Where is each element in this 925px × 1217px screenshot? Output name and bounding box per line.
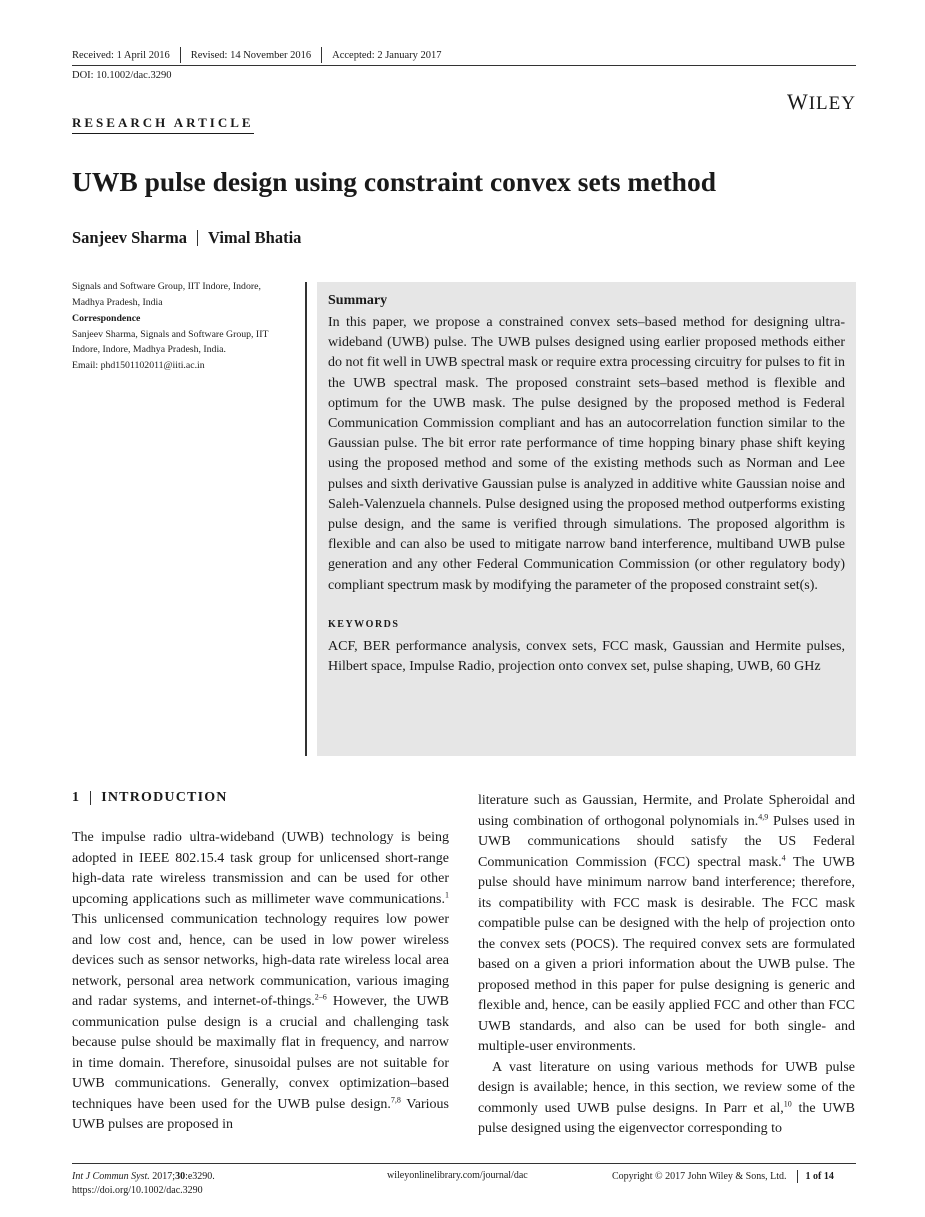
doi[interactable]: DOI: 10.1002/dac.3290 xyxy=(72,70,172,81)
article-type: RESEARCH ARTICLE xyxy=(72,115,254,134)
accepted-date: Accepted: 2 January 2017 xyxy=(332,49,442,61)
footer-citation: Int J Commun Syst. 2017;30:e3290. https://doi.org/10.1002/dac.3290 xyxy=(72,1171,215,1196)
correspondence-line: Indore, Indore, Madhya Pradesh, India. xyxy=(72,344,226,355)
footer-rule xyxy=(72,1163,856,1164)
author-list xyxy=(72,228,301,248)
paragraph: literature such as Gaussian, Hermite, and Prolate Spheroidal and using combination of orthogonal polynomials in.$^{4,9}$ Pulses used in UWB communications should satisfy the US Federal Communication Commission (FCC) spectral mask.$^4$ The UWB pulse should have minimum narrow band interference; therefore, its compatibility with FCC mask is desirable. The FCC mask compatible pulse can be designed with the help of projection onto the convex sets (POCS). The required convex sets are formulated based on a given a priori information about the UWB pulse. The proposed method in this paper for pulse designing is generic and flexible and, hence, can be easily applied FCC and other than FCC UWB standards, and also can be used for both single- and multiple-user environments. xyxy=(478,793,855,1054)
journal-name: Int J Commun Syst. xyxy=(72,1171,150,1182)
citation-link[interactable]: 4,9 xyxy=(758,811,769,821)
keywords-text: ACF, BER performance analysis, convex sets, FCC mask, Gaussian and Hermite pulses, Hilbert space, Impulse Radio, projection onto convex set, pulse shaping, UWB, 60 GHz xyxy=(328,638,845,675)
affiliation-block xyxy=(72,279,297,373)
citation-link[interactable]: 10 xyxy=(783,1098,792,1108)
divider xyxy=(797,1170,798,1183)
abstract-heading: Summary xyxy=(328,293,388,308)
author[interactable]: Vimal Bhatia xyxy=(208,228,302,247)
body-column-right xyxy=(478,791,855,1140)
publisher-logo: WILEY xyxy=(786,89,856,114)
citation-link[interactable]: 7,8 xyxy=(390,1094,401,1104)
revised-date: Revised: 14 November 2016 xyxy=(190,49,312,61)
paragraph: The impulse radio ultra-wideband (UWB) technology is being adopted in IEEE 802.15.4 task group for unlicensed short-range high-data rate wireless transmission and can be used for other upcoming applications such as millimeter wave communications.$^1$ This unlicensed communication technology requires low power and low cost and, hence, can be used in low power wireless devices such as sensor networks, high-data rate wireless local area network, personal area network communication, various imaging and radar systems, and internet-of-things.$^{2-6}$ However, the UWB communication pulse design is a crucial and challenging task because pulse should be maximally flat in frequency, and narrow in time domain. Therefore, sinusoidal pulses are not suitable for UWB communications. Generally, convex optimization–based techniques have been used for the UWB pulse design.$^{7,8}$ Various UWB pulses are proposed in xyxy=(72,830,450,1132)
abstract-box xyxy=(317,282,856,756)
correspondence-heading: Correspondence xyxy=(72,313,141,324)
author[interactable]: Sanjeev Sharma xyxy=(72,228,188,247)
divider xyxy=(180,47,181,63)
section-number: 1 xyxy=(72,790,81,805)
correspondence-email[interactable]: Email: phd1501102011@iiti.ac.in xyxy=(72,359,205,371)
divider xyxy=(321,47,322,63)
header-dates xyxy=(72,47,441,63)
citation-link[interactable]: 2–6 xyxy=(314,992,327,1002)
correspondence-line: Sanjeev Sharma, Signals and Software Group, IIT xyxy=(72,328,269,340)
citation-link[interactable]: 1 xyxy=(445,889,449,899)
header-rule xyxy=(72,65,856,66)
footer-right xyxy=(612,1170,834,1183)
affiliation-line: Signals and Software Group, IIT Indore, Indore, xyxy=(72,281,261,292)
affiliation-line: Madhya Pradesh, India xyxy=(72,296,163,308)
page-number: 1 of 14 xyxy=(805,1171,834,1182)
citation-link[interactable]: 4 xyxy=(781,852,786,862)
section-heading xyxy=(72,790,228,806)
paragraph: A vast literature on using various methods for UWB pulse design is available; hence, in this section, we review some of the commonly used UWB pulse designs. In Parr et al,$^{10}$ the UWB pulse designed using the eigenvector corresponding to xyxy=(478,1059,856,1136)
body-column-left xyxy=(72,828,449,1136)
footer-doi-link[interactable]: https://doi.org/10.1002/dac.3290 xyxy=(72,1184,203,1196)
section-title: INTRODUCTION xyxy=(101,790,228,805)
article-title: UWB pulse design using constraint convex sets method xyxy=(72,166,717,197)
footer-website-link[interactable]: wileyonlinelibrary.com/journal/dac xyxy=(387,1170,528,1181)
divider xyxy=(197,230,198,246)
abstract-text: In this paper, we propose a constrained convex sets–based method for designing ultra-wideband (UWB) pulse. The UWB pulses designed using earlier proposed methods either do not fit well in UWB spectral mask or require extra processing circuitry for pulses to fit in the UWB spectral mask. The proposed constraint sets–based method is flexible and optimum for the UWB mask. The pulse designed by the proposed method is Federal Communication Commission compliant and has an autocorrelation function similar to the Gaussian pulse. The bit error rate performance of time hopping binary phase shift keying using the proposed method and some of the existing methods such as Norman and Lee pulses and sixth derivative Gaussian pulse is analyzed in additive white Gaussian noise and Saleh-Valenzuela channels. Pulse designed using the proposed method outperforms existing pulse design, and the same is verified through simulations. The proposed algorithm is flexible and can also be used to mitigate narrow band interference, multiband UWB pulse generation and any other Federal Communication Commission (or other regulatory body) compliant spectrum mask by modifying the parameter of the proposed constraint set(s). xyxy=(328,315,845,593)
received-date: Received: 1 April 2016 xyxy=(72,49,170,61)
keywords-heading: KEYWORDS xyxy=(328,618,400,630)
abstract-divider xyxy=(305,282,307,756)
copyright: Copyright © 2017 John Wiley & Sons, Ltd. xyxy=(612,1171,787,1182)
divider xyxy=(90,791,91,805)
